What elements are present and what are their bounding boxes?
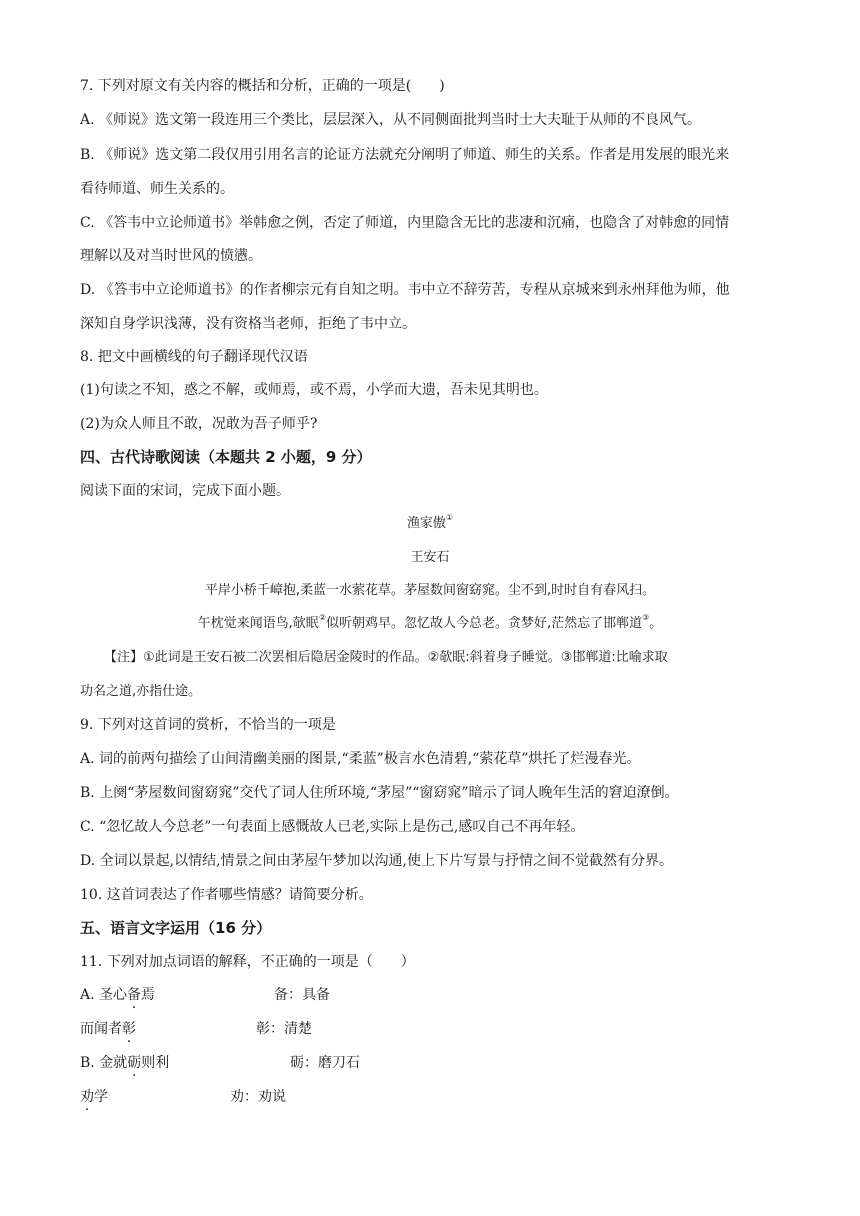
poem-title-footnote-mark: ① <box>445 513 454 522</box>
q11-option-a-definition: 备：具备 <box>274 987 330 1003</box>
q11-a2-prefix: 而闻者 <box>80 1021 122 1037</box>
poem-line-2-part-a: 午枕觉来闻语鸟,欹眠 <box>197 616 319 631</box>
q8-sentence-1: (1)句读之不知，惑之不解，或师焉，或不焉，小学而大遗，吾未见其明也。 <box>80 382 548 398</box>
q11-a-prefix: A. 圣心 <box>80 987 128 1003</box>
q10-stem: 10. 这首词表达了作者哪些情感？请简要分析。 <box>80 887 373 903</box>
q8-stem: 8. 把文中画横线的句子翻译现代汉语 <box>80 349 308 365</box>
q11-option-b2-definition: 劝：劝说 <box>230 1089 286 1105</box>
q11-b-dotted-char: 砺 <box>127 1055 142 1071</box>
q7-option-c-line1: C. 《答韦中立论师道书》举韩愈之例，否定了师道，内里隐含无比的悲凄和沉痛，也隐含了对韩愈的同情 <box>80 215 730 231</box>
q11-a-dotted-char: 备 <box>127 987 142 1003</box>
q9-option-d: D. 全词以景起,以情结,情景之间由茅屋午梦加以沟通,使上下片写景与抒情之间不觉截然有分界。 <box>80 853 673 869</box>
q11-stem: 11. 下列对加点词语的解释，不正确的一项是（ ） <box>80 954 415 970</box>
q8-sentence-2: (2)为众人师且不敢，况敢为吾子师乎? <box>80 416 318 432</box>
q7-option-d-line1: D. 《答韦中立论师道书》的作者柳宗元有自知之明。韦中立不辞劳苦，专程从京城来到永州拜他为师，他 <box>80 282 730 298</box>
q11-a2-dotted-char: 彰 <box>122 1021 136 1037</box>
q11-b2-suffix: 学 <box>94 1089 108 1105</box>
poem-title-text: 渔家傲 <box>406 516 446 531</box>
poem-line-2 <box>80 614 780 634</box>
poem-note-line-2: 功名之道,亦指仕途。 <box>80 684 202 699</box>
q11-a-suffix: 焉 <box>141 987 156 1003</box>
poem-note-line-1: 【注】①此词是王安石被二次罢相后隐居金陵时的作品。②欹眠:斜着身子睡觉。③邯郸道:比喻求取 <box>104 650 668 665</box>
q7-option-c-line2: 理解以及对当时世风的愤懑。 <box>80 248 262 264</box>
q9-stem: 9. 下列对这首词的赏析，不恰当的一项是 <box>80 717 336 733</box>
q11-option-a-term <box>80 985 280 1005</box>
q9-option-c: C. “忽忆故人今总老”一句表面上感慨故人已老,实际上是伤己,感叹自己不再年轻。 <box>80 819 585 835</box>
q11-option-b-term <box>80 1053 280 1073</box>
poem-line-2-part-c: 。 <box>649 616 663 631</box>
section-5-title: 五、语言文字运用（16 分） <box>80 919 272 937</box>
q9-option-b: B. 上阕“茅屋数间窗窈窕”交代了词人住所环境,“茅屋”“窗窈窕”暗示了词人晚年生活的窘迫潦倒。 <box>80 785 679 801</box>
section-4-intro: 阅读下面的宋词，完成下面小题。 <box>80 483 290 499</box>
q11-option-a2-term <box>80 1019 280 1039</box>
q7-option-b-line1: B. 《师说》选文第二段仅用引用名言的论证方法就充分阐明了师道、师生的关系。作者是用发展的眼光来 <box>80 147 730 163</box>
section-4-title: 四、古代诗歌阅读（本题共 2 小题，9 分） <box>80 448 372 466</box>
q7-option-b-line2: 看待师道、师生关系的。 <box>80 181 234 197</box>
poem-line-1: 平岸小桥千嶂抱,柔蓝一水萦花草。茅屋数间窗窈窕。尘不到,时时自有春风扫。 <box>204 583 656 598</box>
poem-footnote-mark-2: ② <box>318 613 326 622</box>
q11-option-a2-definition: 彰：清楚 <box>256 1021 312 1037</box>
q11-b-suffix: 则利 <box>141 1055 170 1071</box>
poem-line-2-part-b: 似听朝鸡早。忽忆故人今总老。贪梦好,茫然忘了邯郸道 <box>325 616 643 631</box>
q9-option-a: A. 词的前两句描绘了山间清幽美丽的图景,“柔蓝”极言水色清碧,“萦花草”烘托了烂漫春光。 <box>80 751 641 767</box>
q11-b2-dotted-char: 劝 <box>80 1089 94 1105</box>
poem-author: 王安石 <box>410 550 450 565</box>
q11-b-prefix: B. 金就 <box>80 1055 128 1071</box>
q7-option-d-line2: 深知自身学识浅薄，没有资格当老师，拒绝了韦中立。 <box>80 316 416 332</box>
q7-stem: 7. 下列对原文有关内容的概括和分析，正确的一项是( ) <box>80 78 445 94</box>
q11-option-b-definition: 砺：磨刀石 <box>290 1055 360 1071</box>
poem-footnote-mark-3: ③ <box>642 613 650 622</box>
q7-option-a: A. 《师说》选文第一段连用三个类比，层层深入，从不同侧面批判当时士大夫耻于从师的不良风气。 <box>80 112 702 128</box>
poem-title <box>80 514 780 534</box>
